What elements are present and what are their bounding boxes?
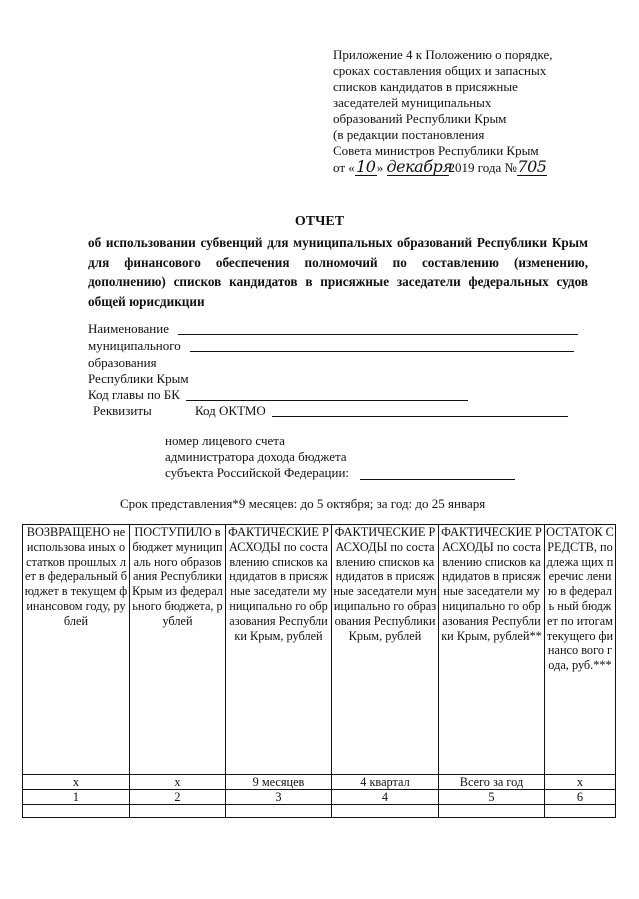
- column-header: ПОСТУПИЛО в бюджет муниципаль ного образования Республики Крым из федерального бюджета, рублей: [130, 525, 226, 775]
- name-label: образования: [88, 355, 157, 370]
- date-year: 2019 года №: [448, 160, 517, 175]
- data-cell[interactable]: [439, 805, 545, 818]
- report-subtitle: об использовании субвенций для муниципальных образований Республики Крым для финансового обеспечения полномочий по составлению (изменению, дополнению) списков кандидатов в присяжные заседатели федеральных судов общей юрисдикции: [88, 235, 588, 309]
- data-cell[interactable]: [332, 805, 439, 818]
- number-cell: 2: [130, 790, 226, 805]
- period-cell: Всего за год: [439, 775, 545, 790]
- appendix-note: [333, 47, 633, 176]
- appendix-line: сроках составления общих и запасных: [333, 63, 547, 78]
- report-title: ОТЧЕТ: [294, 214, 345, 229]
- kod-oktmo-label: Код ОКТМО: [195, 403, 266, 418]
- number-cell: 3: [226, 790, 332, 805]
- data-cell[interactable]: [226, 805, 332, 818]
- table-row: [23, 790, 616, 805]
- account-label: субъекта Российской Федерации:: [165, 465, 350, 480]
- kod-oktmo-line[interactable]: [272, 416, 568, 417]
- period-cell: х: [130, 775, 226, 790]
- appendix-line: образований Республики Крым: [333, 111, 507, 126]
- rekvizity-label: Реквизиты: [93, 403, 152, 418]
- name-line-1[interactable]: [178, 334, 578, 335]
- column-header: ФАКТИЧЕСКИЕ РАСХОДЫ по составлению списков кандидатов в присяжные заседатели муниципально го образования Республики Крым, рублей**: [439, 525, 545, 775]
- appendix-line: Приложение 4 к Положению о порядке,: [333, 47, 553, 62]
- handwritten-day: 10: [356, 157, 376, 176]
- data-cell[interactable]: [545, 805, 616, 818]
- deadline-text: Срок представления*9 месяцев: до 5 октября; за год: до 25 января: [120, 496, 486, 511]
- appendix-line: Совета министров Республики Крым: [333, 143, 539, 158]
- column-header: ВОЗВРАЩЕНО неиспользова иных остатков прошлых лет в федеральный бюджет в текущем финансовом году, рублей: [23, 525, 130, 775]
- report-table: [22, 524, 616, 818]
- column-header: ОСТАТОК СРЕДСТВ, подлежа щих перечис лению в федераль ный бюджет по итогам текущего финансо вого года, руб.***: [545, 525, 616, 775]
- period-cell: х: [545, 775, 616, 790]
- column-header: ФАКТИЧЕСКИЕ РАСХОДЫ по составлению списков кандидатов в присяжные заседатели муниципально го образования Республики Крым, рублей: [332, 525, 439, 775]
- name-label: муниципального: [88, 338, 181, 353]
- handwritten-month: декабря: [386, 157, 453, 176]
- period-cell: 9 месяцев: [226, 775, 332, 790]
- appendix-line: списков кандидатов в присяжные: [333, 79, 518, 94]
- appendix-date: [333, 159, 633, 176]
- date-prefix: от «: [333, 160, 355, 175]
- name-label: Республики Крым: [88, 371, 189, 386]
- number-cell: 1: [23, 790, 130, 805]
- appendix-line: (в редакции постановления: [333, 127, 485, 142]
- data-cell[interactable]: [23, 805, 130, 818]
- handwritten-number: 705: [517, 157, 547, 176]
- period-cell: 4 квартал: [332, 775, 439, 790]
- kod-glavy-line[interactable]: [186, 400, 468, 401]
- appendix-line: заседателей муниципальных: [333, 95, 492, 110]
- number-cell: 5: [439, 790, 545, 805]
- table-row-empty: [23, 805, 616, 818]
- account-label: номер лицевого счета: [165, 433, 285, 448]
- table-row: [23, 775, 616, 790]
- account-label: администратора дохода бюджета: [165, 449, 347, 464]
- kod-glavy-label: Код главы по БК: [88, 387, 180, 402]
- name-line-2[interactable]: [190, 351, 574, 352]
- name-label: Наименование: [88, 321, 169, 336]
- number-cell: 6: [545, 790, 616, 805]
- table-header-row: [23, 525, 616, 775]
- period-cell: х: [23, 775, 130, 790]
- account-line[interactable]: [360, 479, 515, 480]
- column-header: ФАКТИЧЕСКИЕ РАСХОДЫ по составлению списков кандидатов в присяжные заседатели муниципально го образования Республики Крым, рублей: [226, 525, 332, 775]
- number-cell: 4: [332, 790, 439, 805]
- date-mid: »: [376, 160, 384, 175]
- data-cell[interactable]: [130, 805, 226, 818]
